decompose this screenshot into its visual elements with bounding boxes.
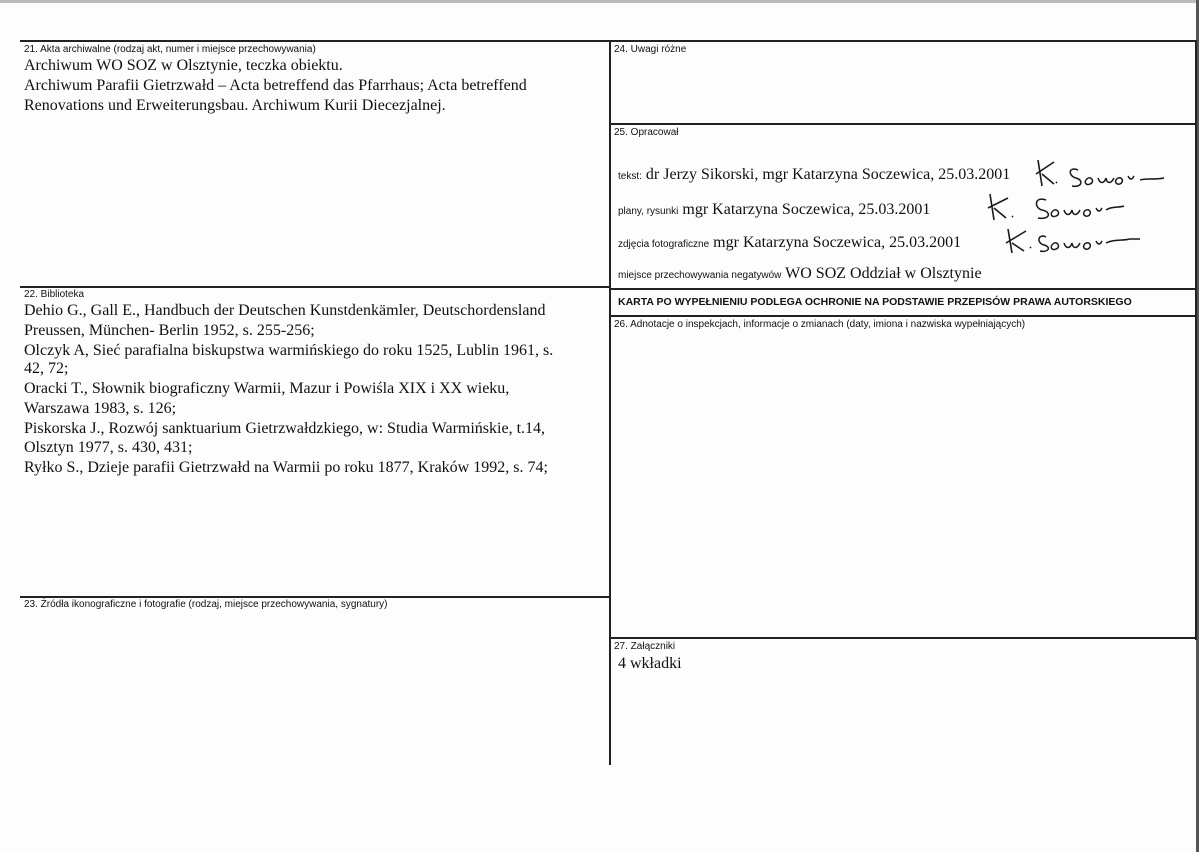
- section-24-label: 24. Uwagi różne: [614, 44, 687, 55]
- section-22-line-2: Preussen, München- Berlin 1952, s. 255-256;: [24, 322, 315, 339]
- section-21-line-2: Archiwum Parafii Gietrzwałd – Acta betreffend das Pfarrhaus; Acta betreffend: [24, 77, 527, 94]
- signature-1: [1032, 156, 1172, 190]
- section-22-line-7: Piskorska J., Rozwój sanktuarium Gietrzwałdzkiego, w: Studia Warmińskie, t.14,: [24, 420, 546, 437]
- rule-s26: [609, 315, 1197, 317]
- rule-s22: [20, 286, 610, 288]
- section-23-label: 23. Źródła ikonograficzne i fotografie (rodzaj, miejsce przechowywania, sygnatury): [24, 599, 388, 610]
- signature-2: [980, 190, 1130, 224]
- section-22-label: 22. Biblioteka: [24, 289, 85, 300]
- plany-row: [618, 200, 930, 221]
- section-22-line-9: Ryłko S., Dzieje parafii Gietrzwałd na Warmii po roku 1877, Kraków 1992, s. 74;: [24, 459, 548, 476]
- rule-notice-top: [609, 288, 1197, 290]
- section-22-line-3: Olczyk A, Sieć parafialna biskupstwa warmińskiego do roku 1525, Lublin 1961, s.: [24, 342, 554, 359]
- section-22-line-4: 42, 72;: [24, 360, 69, 377]
- section-25-label: 25. Opracował: [614, 127, 679, 138]
- section-21-label: 21. Akta archiwalne (rodzaj akt, numer i miejsce przechowywania): [24, 44, 316, 55]
- signature-3: [1000, 223, 1160, 257]
- zdjecia-value: mgr Katarzyna Soczewica, 25.03.2001: [713, 234, 962, 251]
- section-27-label: 27. Załączniki: [614, 641, 676, 652]
- rule-s25: [609, 123, 1197, 125]
- top-rule-left: [20, 40, 610, 42]
- zdjecia-label: zdjęcia fotograficzne: [618, 239, 710, 250]
- copyright-notice: KARTA PO WYPEŁNIENIU PODLEGA OCHRONIE NA PODSTAWIE PRZEPISÓW PRAWA AUTORSKIEGO: [618, 296, 1132, 308]
- section-22-line-5: Oracki T., Słownik biograficzny Warmii, Mazur i Powiśla XIX i XX wieku,: [24, 380, 510, 397]
- section-27-value: 4 wkładki: [618, 655, 682, 672]
- tekst-row: [618, 165, 1010, 186]
- section-26-label: 26. Adnotacje o inspekcjach, informacje o zmianach (daty, imiona i nazwiska wypełniających): [614, 319, 1026, 330]
- section-22-line-1: Dehio G., Gall E., Handbuch der Deutschen Kunstdenkämler, Deutschordensland: [24, 302, 546, 319]
- plany-label: plany, rysunki: [618, 206, 679, 217]
- section-22-line-6: Warszawa 1983, s. 126;: [24, 400, 177, 417]
- zdjecia-row: [618, 233, 961, 254]
- negatywy-label: miejsce przechowywania negatywów: [618, 270, 782, 281]
- top-rule-right: [609, 40, 1197, 42]
- negatywy-value: WO SOZ Oddział w Olsztynie: [785, 265, 982, 282]
- negatywy-row: [618, 264, 982, 285]
- right-edge-line: [1195, 40, 1197, 640]
- center-divider: [609, 40, 611, 765]
- section-22-line-8: Olsztyn 1977, s. 430, 431;: [24, 439, 193, 456]
- plany-value: mgr Katarzyna Soczewica, 25.03.2001: [682, 201, 931, 218]
- rule-s27: [609, 637, 1197, 639]
- section-21-line-3: Renovations und Erweiterungsbau. Archiwum Kurii Diecezjalnej.: [24, 97, 446, 114]
- tekst-label: tekst:: [618, 171, 642, 182]
- tekst-value: dr Jerzy Sikorski, mgr Katarzyna Soczewica, 25.03.2001: [645, 166, 1011, 183]
- section-21-line-1: Archiwum WO SOZ w Olsztynie, teczka obiektu.: [24, 57, 343, 74]
- scan-edge-top: [0, 0, 1199, 3]
- rule-s23: [20, 596, 610, 598]
